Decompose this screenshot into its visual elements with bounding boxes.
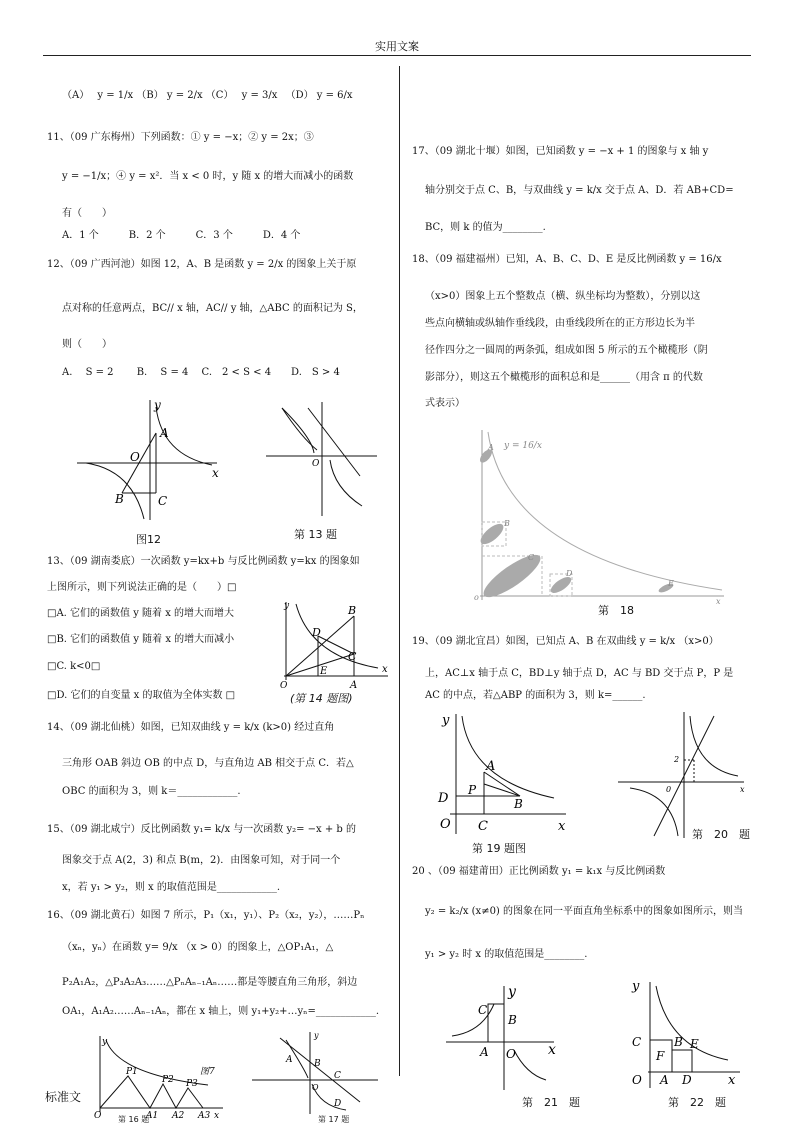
svg-text:C: C [334,1071,341,1081]
svg-text:D: D [682,1073,692,1087]
svg-text:C: C [158,494,168,508]
q16-stem-cont-2: P₂A₁A₂，△P₃A₂A₃……△PₙAₙ₋₁Aₙ……都是等腰直角三角形，斜边 [62,977,358,988]
svg-text:0: 0 [666,785,672,794]
svg-text:A: A [488,443,494,452]
svg-text:D: D [312,626,321,639]
q12-stem: 12、（09 广西河池）如图 12，A、B 是函数 y = 2/x 的图象上关于原 [47,259,357,270]
svg-text:C: C [478,1003,488,1017]
figure-22 [628,978,746,1090]
svg-text:A2: A2 [172,1111,185,1120]
figure-21 [442,982,564,1092]
q17-stem-cont: 轴分别交于点 C、B，与双曲线 y = k/x 交于点 A、D．若 AB+CD= [425,185,734,196]
svg-text:y: y [102,1037,108,1047]
q11-options: A．1 个 B．2 个 C．3 个 D．4 个 [62,230,301,241]
q12-options: A. S = 2 B. S = 4 C. 2 < S < 4 D. S > 4 [62,367,340,378]
figure-16-caption: 第 16 题 [118,1115,150,1124]
figure-18-caption: 第 18 [598,604,634,617]
svg-text:O: O [440,817,451,832]
figure-13-caption: 第 13 题 [294,528,337,541]
svg-text:P3: P3 [186,1079,198,1089]
figure-14-caption: (第 14 题图) [290,692,353,705]
header-rule [43,55,751,56]
svg-text:y = 16/x: y = 16/x [504,441,542,451]
svg-text:A: A [486,759,496,774]
svg-text:A1: A1 [146,1111,159,1120]
svg-text:D: D [438,791,449,806]
q13-option-c: □C. k<0□ [47,661,101,672]
q19-stem: 19、（09 湖北宜昌）如图，已知点 A、B 在双曲线 y = k/x （x>0） [412,636,719,647]
q20-stem: 20 、（09 福建莆田）正比例函数 y₁ = k₁x 与反比例函数 [412,866,666,877]
q11-blank: 有（ ） [62,208,112,219]
svg-text:O: O [280,681,288,690]
figure-18 [466,428,728,606]
figure-21-caption: 第 21 题 [522,1096,580,1109]
svg-text:A: A [286,1055,293,1065]
svg-text:x: x [558,819,566,834]
q13-option-b: □B. 它们的函数值 y 随着 x 的增大而减小 [47,634,235,645]
svg-text:C: C [478,819,488,834]
figure-12-caption: 图12 [136,533,161,546]
svg-text:E: E [690,1037,699,1051]
svg-text:E: E [320,666,328,677]
q15-stem-cont: 图象交于点 A(2，3) 和点 B(m，2)．由图象可知，对于同一个 [62,855,341,866]
figure-17 [250,1030,380,1115]
q19-stem-cont: 上，AC⊥x 轴于点 C，BD⊥y 轴于点 D，AC 与 BD 交于点 P，P 是 [425,668,734,679]
q14-stem-cont: 三角形 OAB 斜边 OB 的中点 D，与直角边 AB 相交于点 C．若△ [62,758,354,769]
svg-text:B: B [314,1059,321,1069]
q14-blank: OBC 的面积为 3，则 k＝____________. [62,786,241,797]
svg-text:图7: 图7 [200,1067,215,1077]
svg-text:x: x [548,1042,556,1058]
svg-text:x: x [716,597,721,606]
q13-option-d: □D. 它们的自变量 x 的取值为全体实数 □ [47,690,236,701]
q12-stem-cont: 点对称的任意两点，BC// x 轴，AC// y 轴，△ABC 的面积记为 S， [62,303,363,314]
q11-stem-cont: y = −1/x；④ y = x²．当 x < 0 时，y 随 x 的增大而减小的函数 [62,171,354,182]
q14-stem: 14、（09 湖北仙桃）如图，已知双曲线 y = k/x (k>0) 经过直角 [47,722,335,733]
svg-text:x: x [740,785,745,794]
q18-stem-cont-2: 些点向横轴或纵轴作垂线段，由垂线段所在的正方形边长为半 [425,318,695,329]
svg-text:y: y [442,713,450,728]
figure-16 [88,1030,228,1120]
svg-text:y: y [154,398,161,412]
q13-question: 上图所示，则下列说法正确的是（ ）□ [47,582,237,593]
svg-text:C: C [632,1035,642,1049]
q16-blank: OA₁，A₁A₂……Aₙ₋₁Aₙ，都在 x 轴上，则 y₁+y₂+…yₙ=____________. [62,1006,380,1017]
svg-text:D: D [566,569,573,578]
svg-text:O: O [94,1111,102,1120]
q18-blank: 影部分），则这五个橄榄形的面积总和是______（用含 π 的代数 [425,372,703,383]
q18-stem-cont: （x>0）图象上五个整数点（横、纵坐标均为整数），分别以这 [425,291,701,302]
svg-text:O: O [312,459,320,469]
svg-text:o: o [474,593,479,602]
q17-stem: 17、（09 湖北十堰）如图，已知函数 y = −x + 1 的图象与 x 轴 y [412,146,709,157]
svg-text:P1: P1 [126,1067,138,1077]
svg-text:y: y [508,984,516,1000]
svg-text:A: A [480,1045,489,1059]
svg-text:D: D [334,1099,342,1109]
q18-stem: 18、（09 福建福州）已知，A、B、C、D、E 是反比例函数 y = 16/x [412,254,722,265]
svg-text:y: y [314,1031,319,1040]
svg-text:x: x [212,466,219,480]
figure-19 [434,710,574,838]
figure-13 [262,398,382,518]
figure-12 [72,395,227,525]
q18-stem-end: 式表示） [425,398,465,409]
svg-text:A: A [660,1073,669,1087]
figure-14 [278,598,393,690]
svg-text:O: O [130,450,140,464]
page-header-title: 实用文案 [375,40,419,53]
svg-text:B: B [115,492,124,506]
svg-text:B: B [504,519,510,528]
svg-text:P: P [468,783,477,797]
svg-text:E: E [668,579,674,588]
svg-text:A: A [350,680,358,690]
svg-text:y: y [284,601,290,611]
svg-text:x: x [214,1111,220,1120]
svg-text:x: x [728,1073,736,1088]
svg-text:F: F [656,1049,665,1063]
q13-option-a: □A. 它们的函数值 y 随着 x 的增大而增大 [47,608,235,619]
footer-label: 标准文 [45,1090,82,1104]
q20-blank: y₁ > y₂ 时 x 的取值范围是________. [425,949,588,960]
svg-text:B: B [508,1013,517,1027]
q10-options: （A） y = 1/x （B） y = 2/x （C） y = 3/x （D） y = 6/x [62,90,353,101]
figure-22-caption: 第 22 题 [668,1096,726,1109]
svg-text:B: B [674,1035,683,1049]
q20-stem-cont: y₂ = k₂/x (x≠0) 的图象在同一平面直角坐标系中的图象如图所示，则当 [425,906,744,917]
figure-20-caption: 第 20 题 [692,828,750,841]
svg-text:A: A [160,426,169,440]
figure-19-caption: 第 19 题图 [472,842,526,855]
svg-text:C: C [528,553,535,562]
q17-blank: BC，则 k 的值为________. [425,222,546,233]
figure-20 [614,710,749,840]
svg-text:A3: A3 [198,1111,211,1120]
svg-text:B: B [348,604,357,617]
column-divider [399,66,400,1076]
svg-text:O: O [312,1083,319,1092]
q16-stem-cont: （xₙ，yₙ）在函数 y= 9/x （x > 0）的图象上，△OP₁A₁，△ [62,942,334,953]
svg-text:O: O [506,1047,516,1061]
q15-stem: 15、（09 湖北咸宁）反比例函数 y₁= k/x 与一次函数 y₂= −x + b 的 [47,824,356,835]
svg-text:y: y [632,979,640,994]
svg-text:x: x [382,664,388,675]
q16-stem: 16、（09 湖北黄石）如图 7 所示，P₁（x₁，y₁）、P₂（x₂，y₂），……Pₙ [47,910,365,921]
svg-text:P2: P2 [162,1075,174,1085]
svg-text:O: O [632,1073,642,1087]
q13-stem: 13、（09 湖南娄底）一次函数 y=kx+b 与反比例函数 y=kx 的图象如 [47,556,360,567]
svg-text:2: 2 [674,755,680,764]
q19-blank: AC 的中点，若△ABP 的面积为 3，则 k=______. [425,690,646,701]
figure-17-caption: 第 17 题 [318,1115,350,1124]
svg-text:C: C [348,650,357,663]
svg-text:B: B [514,797,523,811]
q18-stem-cont-3: 径作四分之一圆周的两条弧，组成如图 5 所示的五个橄榄形（阴 [425,345,708,356]
q15-blank: x，若 y₁ > y₂，则 x 的取值范围是____________. [62,882,281,893]
q11-stem: 11、（09 广东梅州）下列函数：① y = −x；② y = 2x；③ [47,132,314,143]
q12-blank: 则（ ） [62,339,112,350]
